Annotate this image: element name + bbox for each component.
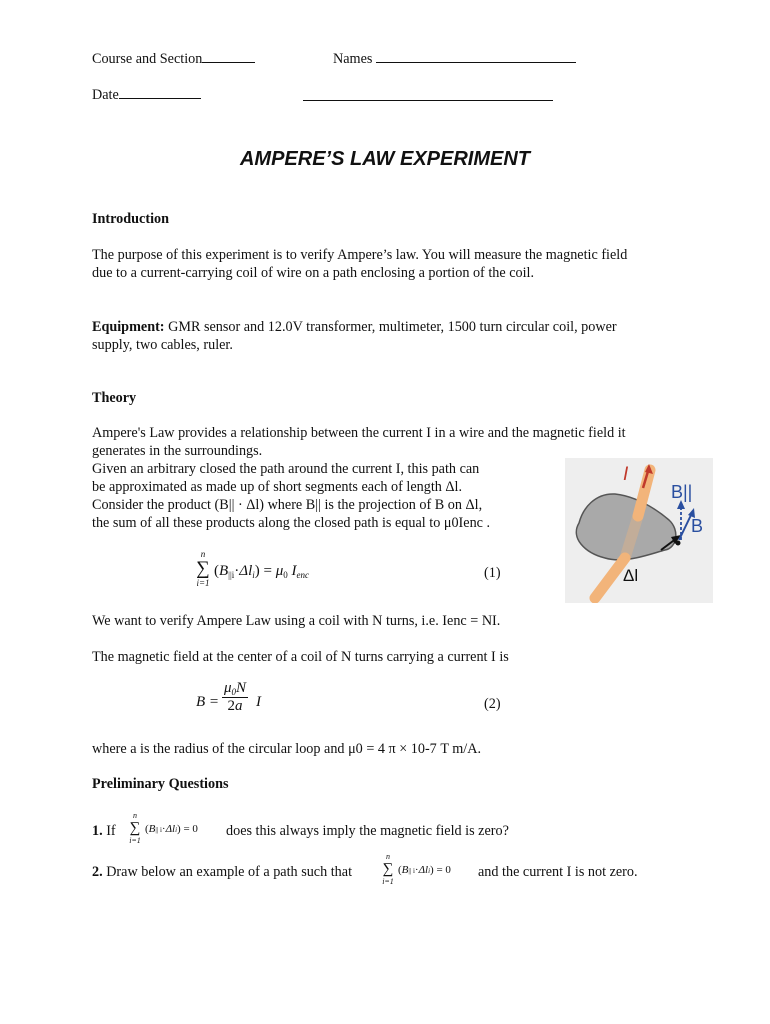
theory-line-6: the sum of all these products along the closed path is equal to μ0Ienc .	[92, 515, 491, 531]
q2-text: and the current I is not zero.	[478, 864, 638, 880]
q2-expression: (B|| i·Δli) = 0	[398, 864, 451, 876]
date-label: Date	[92, 87, 119, 103]
intro-heading: Introduction	[92, 211, 169, 227]
radius-line: where a is the radius of the circular loop and μ0 = 4 π × 10-7 T m/A.	[92, 741, 482, 757]
equipment-label: Equipment:	[92, 319, 165, 335]
ampere-law-figure	[565, 458, 713, 603]
theory-heading: Theory	[92, 390, 137, 406]
names-blank	[376, 50, 576, 63]
second-names-line	[303, 88, 553, 106]
coil-line: We want to verify Ampere Law using a coil with N turns, i.e. Ienc = NI.	[92, 613, 501, 629]
eq1-sum: n ∑ i=1	[196, 549, 210, 588]
intro-line-1: The purpose of this experiment is to verify Ampere’s law. You will measure the magnetic field	[92, 247, 628, 263]
equipment-line-1	[92, 318, 617, 336]
course-section-blank	[202, 50, 255, 63]
q2-prefix: Draw below an example of a path such that	[106, 864, 353, 880]
names-label: Names	[333, 51, 373, 67]
second-names-blank	[303, 88, 553, 101]
question-1	[92, 822, 116, 840]
figure-label-B: B	[691, 516, 704, 536]
figure-label-Bpar: B||	[671, 482, 693, 502]
preliminary-heading: Preliminary Questions	[92, 776, 229, 792]
course-section-label: Course and Section	[92, 51, 203, 67]
eq1-body: $(B_{||i}\cdot\Delta l_i) = \mu_0$ $I_{enc}$	[214, 563, 310, 580]
eq2-fraction: $\frac{\mu_0N}{2a}$	[224, 680, 247, 714]
q1-text: does this always imply the magnetic field is zero?	[226, 823, 509, 839]
course-section-line	[92, 50, 255, 68]
field-line: The magnetic field at the center of a coil of N turns carrying a current I is	[92, 649, 509, 665]
date-blank	[119, 86, 201, 99]
equipment-line-2: supply, two cables, ruler.	[92, 337, 233, 353]
intro-line-2: due to a current-carrying coil of wire on a path enclosing a portion of the coil.	[92, 265, 535, 281]
eq2-number: (2)	[484, 696, 501, 712]
question-2	[92, 863, 352, 881]
q2-number: 2.	[92, 864, 103, 880]
page-title: AMPERE’S LAW EXPERIMENT	[239, 148, 531, 170]
q1-prefix: If	[106, 823, 116, 839]
eq1-number: (1)	[484, 565, 501, 581]
theory-line-1: Ampere's Law provides a relationship between the current I in a wire and the magnetic field it	[92, 425, 626, 441]
q1-sum: n ∑ i=1	[129, 811, 141, 845]
date-line	[92, 86, 201, 104]
eq2-lhs: B =	[196, 694, 220, 710]
eq2-current: I	[256, 694, 261, 710]
figure-label-I: I	[623, 464, 629, 485]
q1-expression: (B|| i·Δli) = 0	[145, 823, 198, 835]
q1-number: 1.	[92, 823, 103, 839]
theory-line-4: be approximated as made up of short segments each of length Δl.	[92, 479, 463, 495]
theory-line-2: generates in the surroundings.	[92, 443, 263, 459]
equipment-text-1: GMR sensor and 12.0V transformer, multimeter, 1500 turn circular coil, power	[164, 319, 617, 335]
theory-line-3: Given an arbitrary closed the path around the current I, this path can	[92, 461, 480, 477]
names-line	[333, 50, 576, 68]
theory-line-5: Consider the product (B|| · Δl) where B|| is the projection of B on Δl,	[92, 497, 483, 513]
q2-sum: n ∑ i=1	[382, 852, 394, 886]
figure-label-dl: Δl	[623, 566, 639, 585]
